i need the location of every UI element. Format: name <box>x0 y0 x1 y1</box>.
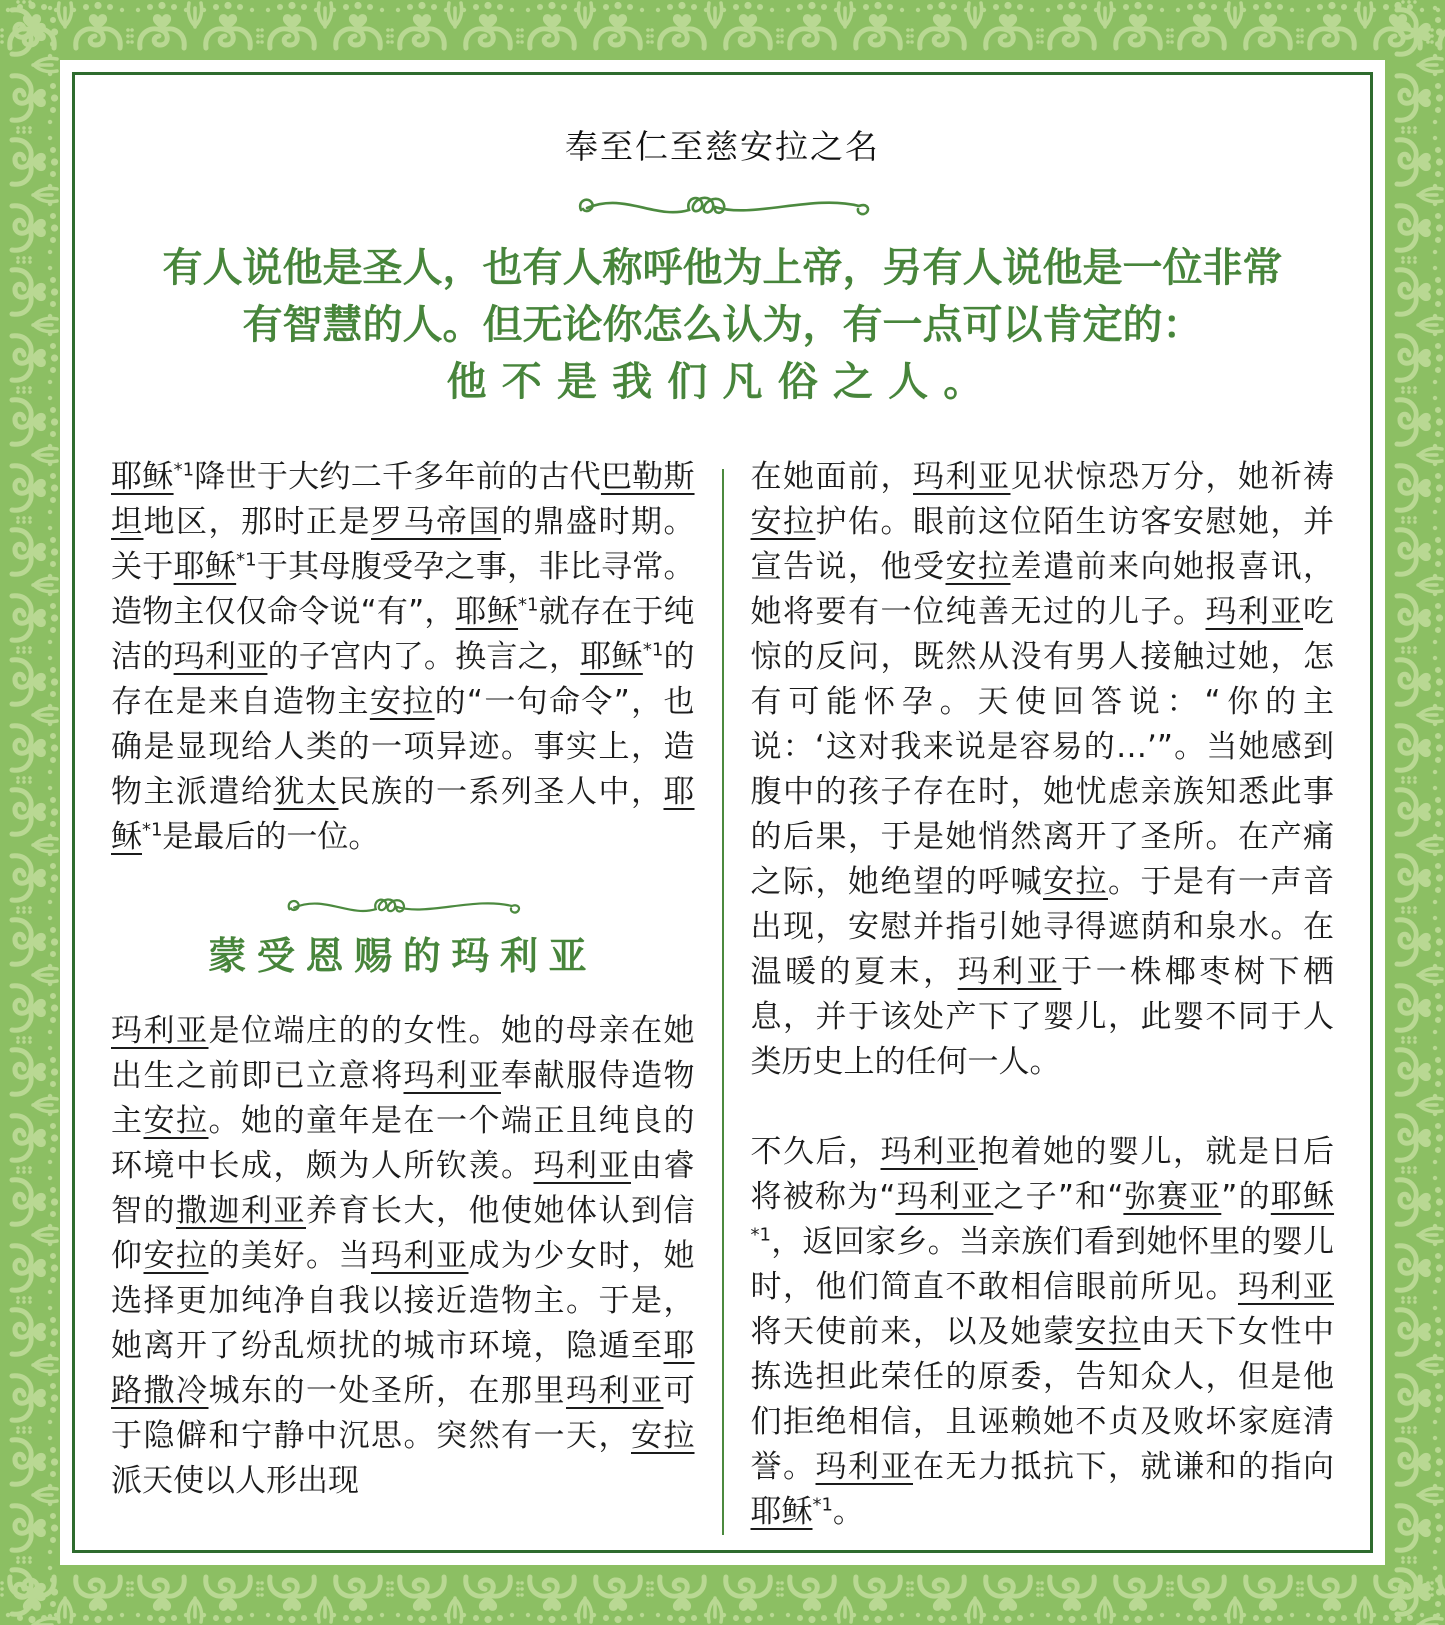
paragraph: 玛利亚是位端庄的的女性。她的母亲在她出生之前即已立意将玛利亚奉献服侍造物主安拉。她的童年是在一个端正且纯良的环境中长成，颇为人所钦羡。玛利亚由睿智的撒迦利亚养育长大，他使她体认到信仰安拉的美好。当玛利亚成为少女时，她选择更加纯净自我以接近造物主。于是，她离开了纷乱烦扰的城市环境，隐遁至耶路撒冷城东的一处圣所，在那里玛利亚可于隐僻和宁静中沉思。突然有一天，安拉派天使以人形出现 <box>111 1013 695 1499</box>
left-column <box>111 455 695 1535</box>
paragraph: 耶稣$^{*1}$降世于大约二千多年前的古代巴勒斯坦地区，那时正是罗马帝国的鼎盛时期。关于耶稣$^{*1}$于其母腹受孕之事，非比寻常。造物主仅仅命令说“有”，耶稣$^{*1}$就存在于纯洁的玛利亚的子宫内了。换言之，耶稣$^{*1}$的存在是来自造物主安拉的“一句命令”，也确是显现给人类的一项异迹。事实上，造物主派遣给犹太民族的一系列圣人中，耶稣$^{*1}$是最后的一位。 <box>111 459 695 855</box>
column-divider-rule <box>722 469 724 1535</box>
paragraph: 不久后，玛利亚抱着她的婴儿，就是日后将被称为“玛利亚之子”和“弥赛亚”的耶稣$^{*1}$，返回家乡。当亲族们看到她怀里的婴儿时，他们简直不敢相信眼前所见。玛利亚将天使前来，以及她蒙安拉由天下女性中拣选担此荣任的原委，告知众人，但是他们拒绝相信，且诬赖她不贞及败坏家庭清誉。玛利亚在无力抵抗下，就谦和的指向耶稣$^{*1}$。 <box>750 1134 1335 1530</box>
two-column-body <box>111 455 1334 1535</box>
content-panel <box>60 60 1385 1565</box>
intro-heading <box>111 240 1334 411</box>
bismillah-line: 奉至仁至慈安拉之名 <box>565 127 880 166</box>
paragraph: 在她面前，玛利亚见状惊恐万分，她祈祷安拉护佑。眼前这位陌生访客安慰她，并宣告说，他受安拉差遣前来向她报喜讯，她将要有一位纯善无过的儿子。玛利亚吃惊的反问，既然从没有男人接触过她，怎有可能怀孕。天使回答说：“你的主说：‘这对我来说是容易的…’”。当她感到腹中的孩子存在时，她忧虑亲族知悉此事的后果，于是她悄然离开了圣所。在产痛之际，她绝望的呼喊安拉。于是有一声音出现，安慰并指引她寻得遮荫和泉水。在温暖的夏末，玛利亚于一株椰枣树下栖息，并于该处产下了婴儿，此婴不同于人类历史上的任何一人。 <box>750 459 1334 1080</box>
intro-heading-line: 他不是我们凡俗之人。 <box>446 359 999 405</box>
flourish-divider-icon <box>283 888 523 924</box>
right-column <box>751 455 1335 1535</box>
inner-frame <box>72 72 1373 1553</box>
flourish-divider-icon <box>573 184 873 228</box>
section-heading: 蒙受恩赐的玛利亚 <box>208 934 598 978</box>
intro-heading-line: 有智慧的人。但无论你怎么认为，有一点可以肯定的： <box>242 302 1203 348</box>
intro-heading-line: 有人说他是圣人，也有人称呼他为上帝，另有人说他是一位非常 <box>162 245 1283 291</box>
